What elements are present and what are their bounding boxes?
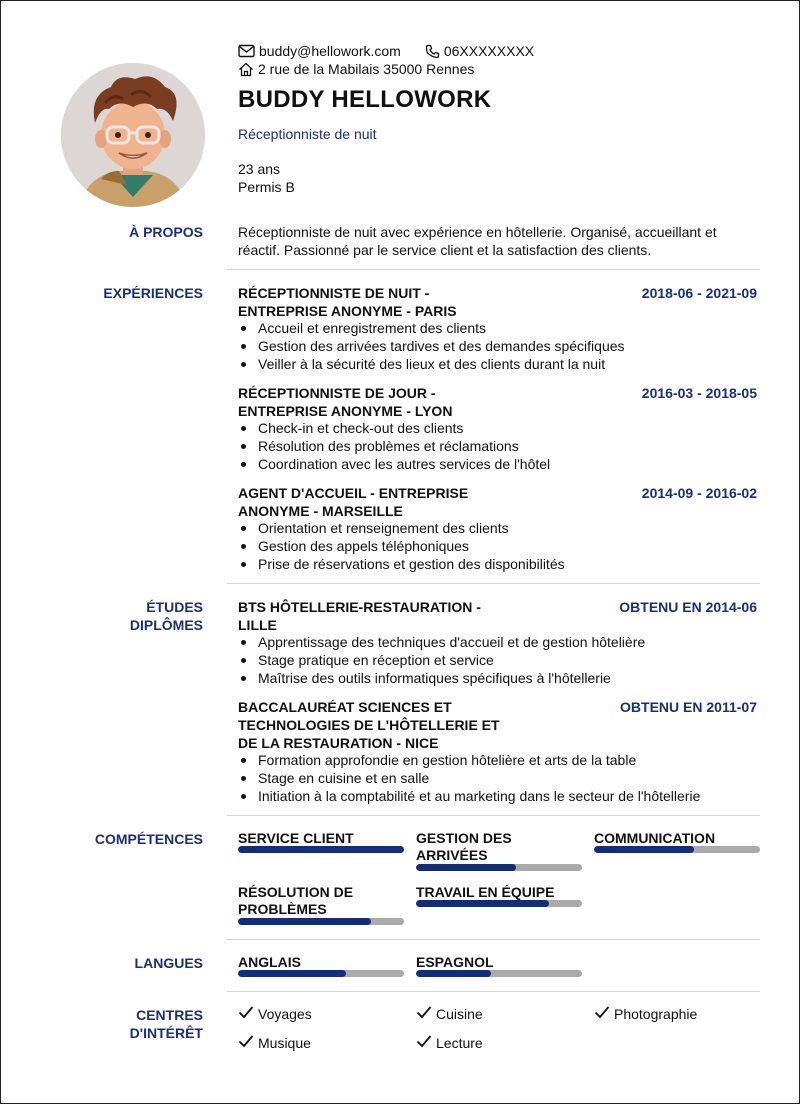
interest-item [594, 1005, 697, 1022]
experience-dates: 2016-03 - 2018-05 [641, 385, 757, 401]
experience-title-line: ANONYME - MARSEILLE [238, 503, 403, 519]
contact-block [238, 42, 534, 78]
experience-bullets [238, 419, 550, 473]
candidate-name: BUDDY HELLOWORK [238, 86, 492, 113]
language-name: ESPAGNOL [416, 954, 494, 970]
education-title-line: BTS HÔTELLERIE-RESTAURATION - [238, 599, 481, 615]
job-title: Réceptionniste de nuit [238, 126, 377, 142]
interest-item [238, 1005, 312, 1022]
email-link[interactable]: buddy@hellowork.com [259, 43, 401, 59]
list-item: Accueil et enregistrement des clients [238, 319, 625, 337]
skill-level-fill [416, 900, 549, 907]
language-level-fill [238, 970, 346, 977]
education-title [238, 698, 500, 752]
education-dates: OBTENU EN 2011-07 [620, 699, 757, 715]
language-level-bar [416, 970, 582, 977]
divider [227, 939, 760, 940]
contact-row-1 [238, 42, 534, 60]
skill-item [416, 884, 582, 901]
skill-level-bar [416, 864, 582, 871]
skill-level-fill [594, 846, 694, 853]
home-icon [238, 62, 254, 77]
label-line: CENTRES [136, 1007, 203, 1023]
section-label-skills: COMPÉTENCES [94, 831, 203, 847]
divider [227, 991, 760, 992]
section-label-about: À PROPOS [129, 224, 203, 240]
skill-item [416, 830, 582, 864]
interest-label: Musique [258, 1034, 311, 1051]
mail-icon [238, 44, 255, 58]
education-title-line: DE LA RESTAURATION - NICE [238, 735, 439, 751]
experience-dates: 2014-09 - 2016-02 [641, 485, 757, 501]
education-bullets [238, 751, 700, 805]
skill-level-bar [594, 846, 760, 853]
skill-level-bar [238, 846, 404, 853]
list-item: Apprentissage des techniques d'accueil et de gestion hôtelière [238, 633, 645, 651]
experience-bullets [238, 519, 565, 573]
list-item: Maîtrise des outils informatiques spécifiques à l'hôtellerie [238, 669, 645, 687]
avatar-illustration [61, 63, 205, 207]
skill-name: GESTION DES ARRIVÉES [416, 830, 512, 863]
divider [227, 269, 760, 270]
contact-row-2 [238, 60, 534, 78]
skill-level-fill [416, 864, 516, 871]
skill-level-fill [238, 846, 404, 853]
address-text: 2 rue de la Mabilais 35000 Rennes [258, 61, 475, 77]
about-text: Réceptionniste de nuit avec expérience en hôtellerie. Organisé, accueillant et réactif. Passionné par le service client et la satisfaction des clients. [238, 224, 717, 258]
experience-title-line: RÉCEPTIONNISTE DE NUIT - [238, 285, 430, 301]
skill-name: SERVICE CLIENT [238, 830, 354, 846]
label-line: D'INTÉRÊT [129, 1025, 203, 1041]
list-item: Gestion des appels téléphoniques [238, 537, 565, 555]
label-line: DIPLÔMES [129, 617, 203, 633]
experience-title [238, 384, 452, 420]
interest-label: Lecture [436, 1034, 483, 1051]
section-label-interests [130, 1006, 203, 1042]
divider [227, 583, 760, 584]
section-label-languages: LANGUES [134, 955, 203, 971]
experience-bullets [238, 319, 625, 373]
age-text: 23 ans [238, 161, 281, 177]
skill-name: COMMUNICATION [594, 830, 716, 846]
interest-item [416, 1005, 483, 1022]
check-icon [416, 1005, 432, 1022]
skill-name: TRAVAIL EN ÉQUIPE [416, 884, 555, 900]
education-bullets [238, 633, 645, 687]
list-item: Gestion des arrivées tardives et des demandes spécifiques [238, 337, 625, 355]
skill-item [238, 830, 404, 847]
experience-dates: 2018-06 - 2021-09 [641, 285, 757, 301]
check-icon [594, 1005, 610, 1022]
language-level-bar [238, 970, 404, 977]
education-title [238, 598, 481, 634]
list-item: Initiation à la comptabilité et au marketing dans le secteur de l'hôtellerie [238, 787, 700, 805]
education-dates: OBTENU EN 2014-06 [619, 599, 757, 615]
list-item: Check-in et check-out des clients [238, 419, 550, 437]
list-item: Prise de réservations et gestion des disponibilités [238, 555, 565, 573]
list-item: Résolution des problèmes et réclamations [238, 437, 550, 455]
skill-level-bar [238, 918, 404, 925]
list-item: Veiller à la sécurité des lieux et des clients durant la nuit [238, 355, 625, 373]
phone-number[interactable]: 06XXXXXXXX [443, 43, 535, 59]
education-title-line: TECHNOLOGIES DE L'HÔTELLERIE ET [238, 717, 500, 733]
skill-name: RÉSOLUTION DE PROBLÈMES [238, 884, 354, 917]
divider [227, 815, 760, 816]
interest-item [238, 1034, 311, 1051]
education-title-line: BACCALAURÉAT SCIENCES ET [238, 699, 452, 715]
experience-title-line: ENTREPRISE ANONYME - LYON [238, 403, 453, 419]
phone-icon [425, 44, 440, 59]
skill-item [238, 884, 404, 918]
language-level-fill [416, 970, 491, 977]
experience-title [238, 484, 468, 520]
language-name: ANGLAIS [238, 954, 301, 970]
interest-label: Photographie [614, 1005, 698, 1022]
avatar [61, 63, 205, 207]
list-item: Formation approfondie en gestion hôtelière et arts de la table [238, 751, 700, 769]
skill-item [594, 830, 760, 847]
personal-info [238, 160, 295, 196]
skill-level-bar [416, 900, 582, 907]
check-icon [238, 1005, 254, 1022]
experience-title-line: RÉCEPTIONNISTE DE JOUR - [238, 385, 436, 401]
list-item: Stage pratique en réception et service [238, 651, 645, 669]
language-item [416, 954, 582, 971]
interest-label: Cuisine [436, 1005, 483, 1022]
list-item: Coordination avec les autres services de l'hôtel [238, 455, 550, 473]
experience-title [238, 284, 457, 320]
check-icon [416, 1034, 432, 1051]
interest-label: Voyages [258, 1005, 312, 1022]
experience-title-line: AGENT D'ACCUEIL - ENTREPRISE [238, 485, 469, 501]
label-line: ÉTUDES [146, 599, 203, 615]
section-label-experiences: EXPÉRIENCES [103, 285, 203, 301]
language-item [238, 954, 404, 971]
list-item: Orientation et renseignement des clients [238, 519, 565, 537]
experience-title-line: ENTREPRISE ANONYME - PARIS [238, 303, 457, 319]
skill-level-fill [238, 918, 371, 925]
license-text: Permis B [238, 179, 295, 195]
check-icon [238, 1034, 254, 1051]
section-label-education [130, 598, 203, 634]
education-title-line: LILLE [238, 617, 277, 633]
list-item: Stage en cuisine et en salle [238, 769, 700, 787]
interest-item [416, 1034, 483, 1051]
